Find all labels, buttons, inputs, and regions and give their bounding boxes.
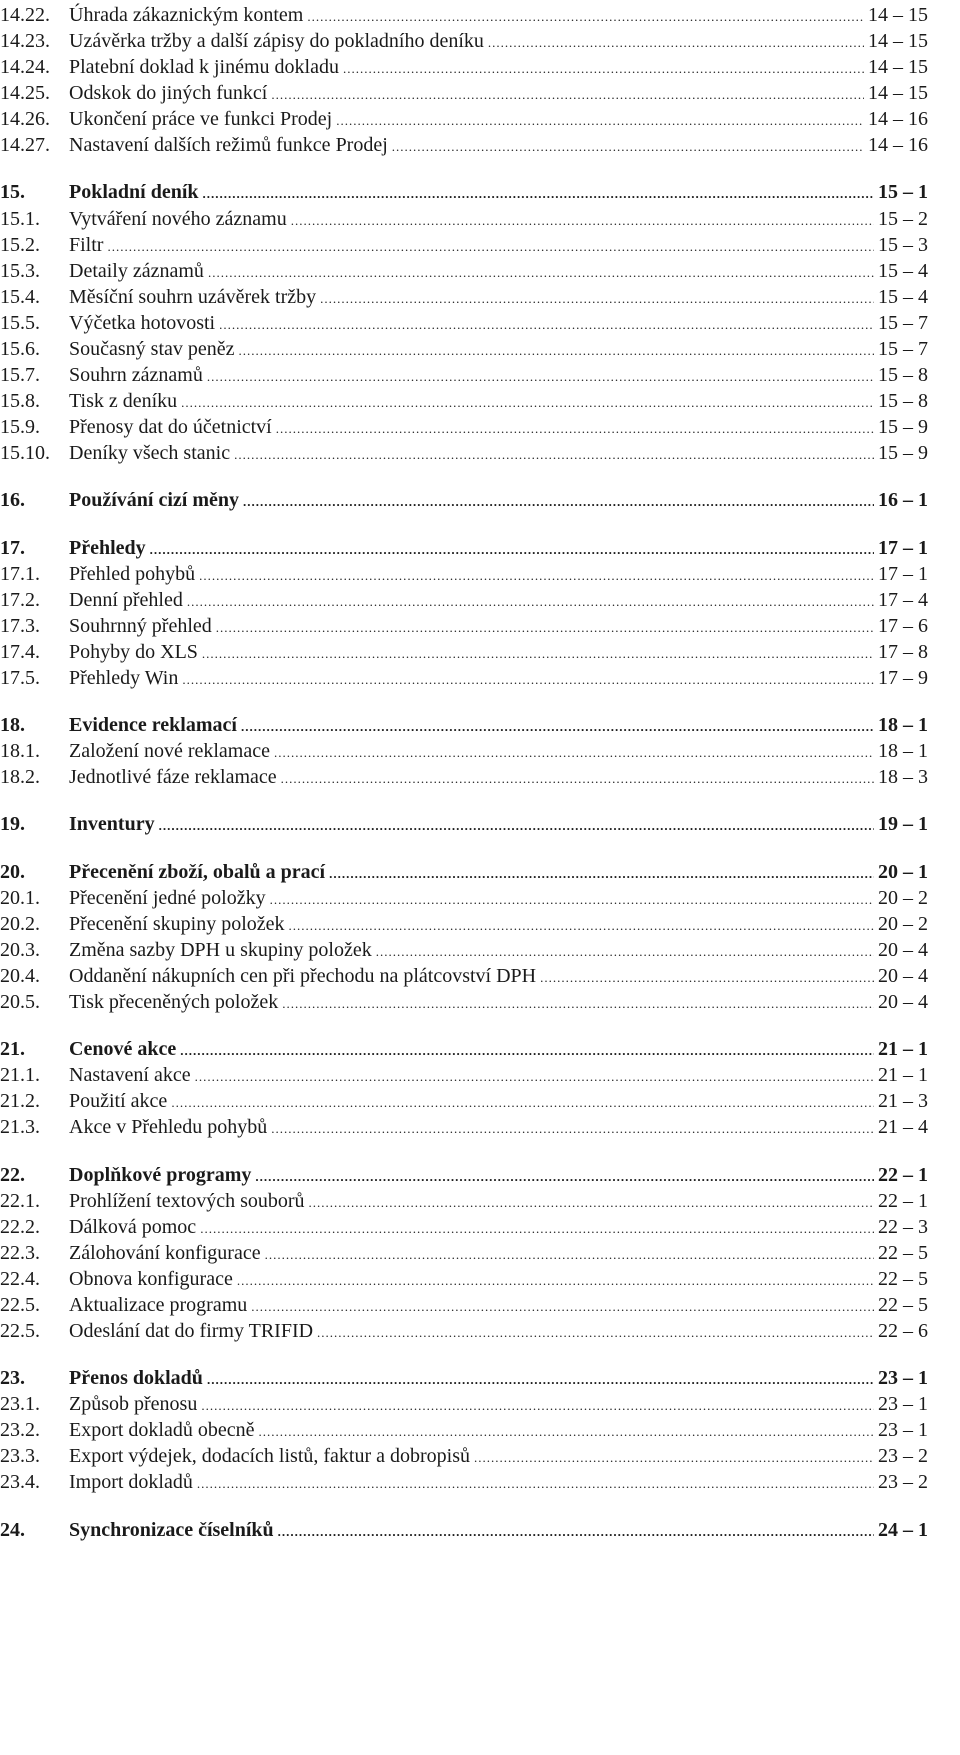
toc-entry-number: 21.2. — [0, 1090, 40, 1112]
toc-dot-leader — [278, 1517, 874, 1547]
toc-page-number: 21 – 1 — [878, 1038, 928, 1060]
toc-entry-number: 14.25. — [0, 82, 50, 104]
toc-entry-title: Pohyby do XLS — [69, 641, 198, 663]
toc-entry-number: 15.1. — [0, 208, 40, 230]
toc-entry-title: Uzávěrka tržby a další zápisy do pokladního deníku — [69, 30, 484, 52]
toc-entry-number: 18.1. — [0, 740, 40, 762]
toc-entry-title: Vytváření nového záznamu — [69, 208, 287, 230]
toc-entry-line — [69, 987, 928, 1017]
toc-entry-number: 22.4. — [0, 1268, 40, 1290]
toc-entry-number: 17.2. — [0, 589, 40, 611]
toc-entry-number: 23.2. — [0, 1419, 40, 1441]
toc-entry-number: 15.5. — [0, 312, 40, 334]
toc-entry-title: Přenosy dat do účetnictví — [69, 416, 272, 438]
toc-entry-title: Přehledy Win — [69, 667, 179, 689]
toc-entry-number: 15.10. — [0, 442, 50, 464]
toc-entry-number: 15.2. — [0, 234, 40, 256]
toc-entry-number: 15.4. — [0, 286, 40, 308]
toc-page-number: 14 – 16 — [868, 108, 928, 130]
toc-entry-title: Používání cizí měny — [69, 489, 239, 511]
toc-entry-number: 17.5. — [0, 667, 40, 689]
toc-entry-title: Evidence reklamací — [69, 714, 237, 736]
toc-entry-title: Detaily záznamů — [69, 260, 204, 282]
toc-entry-title: Tisk přeceněných položek — [69, 991, 279, 1013]
toc-entry-number: 22.1. — [0, 1190, 40, 1212]
toc-page-number: 14 – 15 — [868, 30, 928, 52]
toc-entry-number: 22.2. — [0, 1216, 40, 1238]
toc-section-entry[interactable] — [0, 987, 960, 1017]
toc-entry-number: 20. — [0, 861, 25, 883]
toc-entry-number: 20.2. — [0, 913, 40, 935]
toc-chapter-entry[interactable] — [0, 177, 960, 207]
toc-page-number: 22 – 1 — [878, 1190, 928, 1212]
toc-entry-number: 23. — [0, 1367, 25, 1389]
toc-page-number: 15 – 3 — [878, 234, 928, 256]
toc-entry-number: 17.4. — [0, 641, 40, 663]
toc-entry-number: 20.1. — [0, 887, 40, 909]
toc-dot-leader — [281, 764, 874, 794]
toc-entry-title: Import dokladů — [69, 1471, 193, 1493]
toc-entry-title: Export dokladů obecně — [69, 1419, 255, 1441]
toc-entry-title: Prohlížení textových souborů — [69, 1190, 305, 1212]
toc-section-entry[interactable] — [0, 762, 960, 792]
toc-page-number: 17 – 1 — [878, 537, 928, 559]
toc-entry-title: Pokladní deník — [69, 181, 199, 203]
toc-entry-title: Obnova konfigurace — [69, 1268, 233, 1290]
toc-page-number: 17 – 1 — [878, 563, 928, 585]
toc-page-number: 22 – 5 — [878, 1294, 928, 1316]
toc-entry-number: 16. — [0, 489, 25, 511]
toc-dot-leader — [317, 1318, 874, 1348]
toc-entry-title: Způsob přenosu — [69, 1393, 198, 1415]
toc-page-number: 14 – 15 — [868, 4, 928, 26]
toc-page-number: 17 – 6 — [878, 615, 928, 637]
toc-entry-number: 17. — [0, 537, 25, 559]
toc-entry-number: 23.1. — [0, 1393, 40, 1415]
toc-entry-number: 22. — [0, 1164, 25, 1186]
toc-page-number: 20 – 4 — [878, 991, 928, 1013]
toc-section-entry[interactable] — [0, 1112, 960, 1142]
toc-entry-number: 17.3. — [0, 615, 40, 637]
toc-page-number: 16 – 1 — [878, 489, 928, 511]
toc-dot-leader — [182, 665, 874, 695]
toc-page-number: 23 – 1 — [878, 1419, 928, 1441]
toc-page-number: 15 – 4 — [878, 260, 928, 282]
toc-entry-number: 14.27. — [0, 134, 50, 156]
toc-entry-line — [69, 485, 928, 515]
toc-entry-title: Dálková pomoc — [69, 1216, 197, 1238]
toc-entry-number: 21. — [0, 1038, 25, 1060]
toc-page-number: 18 – 1 — [878, 740, 928, 762]
toc-entry-number: 22.3. — [0, 1242, 40, 1264]
toc-page-number: 23 – 2 — [878, 1471, 928, 1493]
toc-entry-title: Souhrnný přehled — [69, 615, 212, 637]
toc-entry-line — [69, 130, 928, 160]
toc-entry-number: 21.3. — [0, 1116, 40, 1138]
toc-page-number: 17 – 4 — [878, 589, 928, 611]
toc-entry-title: Inventury — [69, 813, 155, 835]
toc-entry-number: 14.22. — [0, 4, 50, 26]
toc-page-number: 23 – 2 — [878, 1445, 928, 1467]
toc-entry-title: Synchronizace číselníků — [69, 1519, 274, 1541]
toc-entry-number: 18. — [0, 714, 25, 736]
toc-entry-title: Změna sazby DPH u skupiny položek — [69, 939, 372, 961]
toc-entry-number: 20.3. — [0, 939, 40, 961]
toc-entry-number: 19. — [0, 813, 25, 835]
toc-entry-number: 15.7. — [0, 364, 40, 386]
toc-dot-leader — [271, 1114, 874, 1144]
toc-entry-title: Přecenění zboží, obalů a prací — [69, 861, 326, 883]
toc-dot-leader — [234, 440, 874, 470]
toc-entry-title: Zálohování konfigurace — [69, 1242, 261, 1264]
toc-entry-title: Výčetka hotovosti — [69, 312, 216, 334]
toc-page-number: 15 – 9 — [878, 416, 928, 438]
toc-entry-title: Použití akce — [69, 1090, 168, 1112]
toc-entry-title: Měsíční souhrn uzávěrek tržby — [69, 286, 317, 308]
toc-entry-title: Aktualizace programu — [69, 1294, 248, 1316]
toc-entry-line — [69, 762, 928, 792]
toc-page-number: 23 – 1 — [878, 1393, 928, 1415]
toc-entry-line — [69, 809, 928, 839]
toc-page-number: 21 – 4 — [878, 1116, 928, 1138]
toc-entry-line — [69, 177, 928, 207]
toc-page-number: 20 – 2 — [878, 887, 928, 909]
toc-entry-title: Platební doklad k jinému dokladu — [69, 56, 339, 78]
toc-entry-number: 20.4. — [0, 965, 40, 987]
toc-page-number: 15 – 4 — [878, 286, 928, 308]
toc-entry-number: 18.2. — [0, 766, 40, 788]
toc-page-number: 15 – 8 — [878, 390, 928, 412]
toc-entry-line — [69, 1515, 928, 1545]
toc-entry-title: Cenové akce — [69, 1038, 177, 1060]
toc-entry-title: Akce v Přehledu pohybů — [69, 1116, 268, 1138]
toc-entry-title: Odeslání dat do firmy TRIFID — [69, 1320, 314, 1342]
toc-page-number: 20 – 1 — [878, 861, 928, 883]
toc-entry-title: Odskok do jiných funkcí — [69, 82, 268, 104]
toc-entry-number: 23.3. — [0, 1445, 40, 1467]
toc-entry-title: Jednotlivé fáze reklamace — [69, 766, 277, 788]
toc-entry-number: 15.3. — [0, 260, 40, 282]
toc-entry-line — [69, 1467, 928, 1497]
toc-entry-number: 20.5. — [0, 991, 40, 1013]
toc-page-number: 15 – 7 — [878, 312, 928, 334]
toc-entry-title: Filtr — [69, 234, 104, 256]
toc-page-number: 22 – 5 — [878, 1242, 928, 1264]
toc-page-number: 17 – 9 — [878, 667, 928, 689]
toc-page-number: 22 – 6 — [878, 1320, 928, 1342]
toc-dot-leader — [159, 811, 874, 841]
toc-page-number: 20 – 2 — [878, 913, 928, 935]
toc-page-number: 22 – 1 — [878, 1164, 928, 1186]
toc-page-number: 14 – 16 — [868, 134, 928, 156]
toc-page-number: 15 – 8 — [878, 364, 928, 386]
toc-entry-number: 15.8. — [0, 390, 40, 412]
toc-entry-title: Současný stav peněz — [69, 338, 235, 360]
toc-chapter-entry[interactable] — [0, 485, 960, 515]
toc-page-number: 17 – 8 — [878, 641, 928, 663]
toc-entry-title: Přehledy — [69, 537, 146, 559]
toc-entry-number: 22.5. — [0, 1320, 40, 1342]
toc-entry-number: 14.23. — [0, 30, 50, 52]
toc-page-number: 15 – 7 — [878, 338, 928, 360]
toc-entry-line — [69, 1112, 928, 1142]
toc-entry-title: Deníky všech stanic — [69, 442, 231, 464]
toc-entry-number: 17.1. — [0, 563, 40, 585]
toc-entry-number: 21.1. — [0, 1064, 40, 1086]
toc-section-entry[interactable] — [0, 663, 960, 693]
toc-section-entry[interactable] — [0, 1316, 960, 1346]
toc-entry-title: Souhrn záznamů — [69, 364, 203, 386]
toc-section-entry[interactable] — [0, 438, 960, 468]
toc-entry-number: 24. — [0, 1519, 25, 1541]
toc-page-number: 22 – 3 — [878, 1216, 928, 1238]
toc-page-number: 20 – 4 — [878, 965, 928, 987]
toc-page-number: 18 – 3 — [878, 766, 928, 788]
toc-section-entry[interactable] — [0, 1467, 960, 1497]
toc-entry-number: 15.9. — [0, 416, 40, 438]
toc-entry-number: 15. — [0, 181, 25, 203]
toc-page-number: 24 – 1 — [878, 1519, 928, 1541]
toc-chapter-entry[interactable] — [0, 809, 960, 839]
toc-entry-line — [69, 438, 928, 468]
toc-entry-title: Přecenění jedné položky — [69, 887, 266, 909]
toc-chapter-entry[interactable] — [0, 1515, 960, 1545]
toc-dot-leader — [243, 487, 874, 517]
toc-page-number: 21 – 3 — [878, 1090, 928, 1112]
toc-page-number: 21 – 1 — [878, 1064, 928, 1086]
toc-entry-number: 15.6. — [0, 338, 40, 360]
toc-entry-title: Přenos dokladů — [69, 1367, 203, 1389]
toc-entry-title: Export výdejek, dodacích listů, faktur a dobropisů — [69, 1445, 471, 1467]
toc-entry-title: Ukončení práce ve funkci Prodej — [69, 108, 333, 130]
toc-entry-number: 22.5. — [0, 1294, 40, 1316]
toc-entry-number: 14.26. — [0, 108, 50, 130]
toc-entry-title: Úhrada zákaznickým kontem — [69, 4, 304, 26]
toc-entry-title: Nastavení akce — [69, 1064, 191, 1086]
toc-entry-title: Přehled pohybů — [69, 563, 196, 585]
toc-entry-number: 14.24. — [0, 56, 50, 78]
toc-entry-title: Tisk z deníku — [69, 390, 178, 412]
toc-page-number: 15 – 9 — [878, 442, 928, 464]
toc-entry-title: Přecenění skupiny položek — [69, 913, 285, 935]
toc-page-number: 14 – 15 — [868, 56, 928, 78]
toc-entry-title: Oddanění nákupních cen při přechodu na plátcovství DPH — [69, 965, 537, 987]
toc-page-number: 15 – 2 — [878, 208, 928, 230]
toc-entry-line — [69, 1316, 928, 1346]
toc-dot-leader — [197, 1469, 874, 1499]
toc-entry-title: Založení nové reklamace — [69, 740, 270, 762]
toc-page-number: 23 – 1 — [878, 1367, 928, 1389]
toc-entry-title: Denní přehled — [69, 589, 183, 611]
toc-page-number: 20 – 4 — [878, 939, 928, 961]
toc-page-number: 19 – 1 — [878, 813, 928, 835]
toc-page-number: 14 – 15 — [868, 82, 928, 104]
toc-entry-number: 23.4. — [0, 1471, 40, 1493]
toc-entry-title: Doplňkové programy — [69, 1164, 252, 1186]
toc-section-entry[interactable] — [0, 130, 960, 160]
toc-page-number: 22 – 5 — [878, 1268, 928, 1290]
toc-dot-leader — [392, 132, 864, 162]
toc-page-number: 18 – 1 — [878, 714, 928, 736]
toc-page-number: 15 – 1 — [878, 181, 928, 203]
toc-entry-line — [69, 663, 928, 693]
toc-dot-leader — [282, 989, 874, 1019]
toc-entry-title: Nastavení dalších režimů funkce Prodej — [69, 134, 388, 156]
